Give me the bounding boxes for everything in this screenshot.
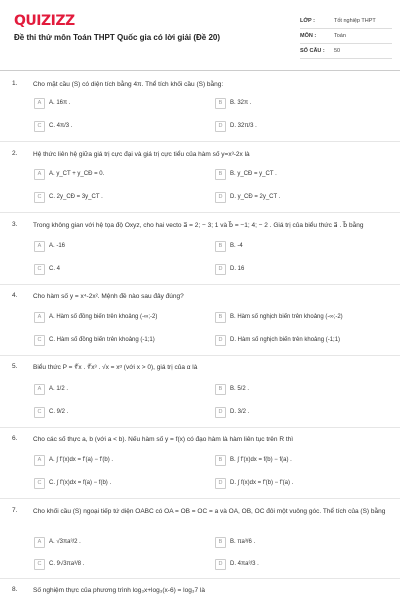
- option-d[interactable]: [215, 556, 259, 572]
- option-letter-box: A: [34, 384, 45, 395]
- question-stem: Biểu thức P = ∜x . ∜x³ . √x = xᵅ (với x > 0), giá trị của α là: [33, 364, 198, 371]
- option-b[interactable]: [215, 534, 255, 550]
- meta-label: LỚP :: [300, 18, 315, 24]
- option-b[interactable]: [215, 166, 277, 182]
- option-text: A. ∫ f'(x)dx = f'(a) − f'(b) .: [49, 457, 114, 463]
- option-text: A. √3πa³/2 .: [49, 539, 81, 545]
- option-text: C. Hàm số đồng biến trên khoảng (-1;1): [49, 337, 155, 343]
- meta-label: SỐ CÂU :: [300, 48, 325, 54]
- option-b[interactable]: [215, 381, 249, 397]
- meta-row-subject: [300, 29, 392, 44]
- document-title: Đề thi thử môn Toán THPT Quốc gia có lời giải (Đề 20): [14, 33, 221, 42]
- option-text: D. 4πa³/3 .: [230, 561, 259, 567]
- option-text: C. 4: [49, 266, 61, 272]
- option-text: A. Hàm số đồng biến trên khoảng (-∞;-2): [49, 314, 158, 320]
- option-letter-box: D: [215, 559, 226, 570]
- option-text: B. y_CĐ = y_CT .: [230, 171, 277, 177]
- header: [0, 0, 400, 68]
- option-letter-box: B: [215, 169, 226, 180]
- option-text: C. 4π/3 .: [49, 123, 73, 129]
- question-stem: Trong không gian với hệ tọa độ Oxyz, cho hai vecto a⃗ = 2; − 3; 1 và b⃗ = −1; 4; − 2 . Giá trị của biểu thức a⃗ . b⃗ bằng: [33, 222, 364, 229]
- option-b[interactable]: [215, 238, 243, 254]
- option-b[interactable]: [215, 452, 292, 468]
- option-letter-box: A: [34, 241, 45, 252]
- question-stem: Cho mặt cầu (S) có diện tích bằng 4π. Thể tích khối cầu (S) bằng:: [33, 81, 224, 88]
- option-letter-box: D: [215, 121, 226, 132]
- option-text: C. 9√3πa³/8 .: [49, 561, 85, 567]
- question-number: 6.: [12, 435, 18, 442]
- question-stem: Cho các số thực a, b (với a < b). Nếu hàm số y = f(x) có đạo hàm là hàm liên tục trên R thì: [33, 436, 294, 443]
- question-number: 5.: [12, 363, 18, 370]
- question-stem: Hệ thức liên hệ giữa giá trị cực đại và giá trị cực tiểu của hàm số y=x³-2x là: [33, 151, 250, 158]
- option-letter-box: C: [34, 264, 45, 275]
- option-text: A. y_CT + y_CĐ = 0.: [49, 171, 105, 177]
- option-letter-box: A: [34, 98, 45, 109]
- question-stem: Cho hàm số y = x⁴-2x². Mệnh đề nào sau đây đúng?: [33, 293, 184, 300]
- option-text: C. 9/2 .: [49, 409, 69, 415]
- question-separator: [0, 141, 400, 142]
- option-letter-box: D: [215, 264, 226, 275]
- option-c[interactable]: [34, 189, 103, 205]
- option-text: D. Hàm số nghịch biến trên khoảng (-1;1): [230, 337, 341, 343]
- option-text: B. 5/2 .: [230, 386, 250, 392]
- option-c[interactable]: [34, 556, 84, 572]
- option-text: A. -16: [49, 243, 66, 249]
- option-text: D. 16: [230, 266, 245, 272]
- option-c[interactable]: [34, 475, 111, 491]
- question-separator: [0, 578, 400, 579]
- question-number: 7.: [12, 507, 18, 514]
- option-letter-box: D: [215, 478, 226, 489]
- option-c[interactable]: [34, 261, 60, 277]
- option-letter-box: D: [215, 407, 226, 418]
- header-divider: [0, 70, 400, 71]
- option-c[interactable]: [34, 404, 68, 420]
- option-letter-box: B: [215, 241, 226, 252]
- option-d[interactable]: [215, 189, 280, 205]
- option-text: B. 32π .: [230, 100, 252, 106]
- option-letter-box: C: [34, 192, 45, 203]
- question-separator: [0, 427, 400, 428]
- option-d[interactable]: [215, 118, 257, 134]
- option-letter-box: C: [34, 335, 45, 346]
- option-text: A. 1/2 .: [49, 386, 69, 392]
- question-number: 4.: [12, 292, 18, 299]
- option-letter-box: B: [215, 312, 226, 323]
- option-a[interactable]: [34, 381, 68, 397]
- question-separator: [0, 355, 400, 356]
- option-letter-box: C: [34, 478, 45, 489]
- option-b[interactable]: [215, 309, 343, 325]
- meta-value: Toán: [334, 33, 346, 39]
- question-separator: [0, 212, 400, 213]
- option-letter-box: B: [215, 537, 226, 548]
- option-letter-box: A: [34, 537, 45, 548]
- option-letter-box: C: [34, 559, 45, 570]
- option-text: D. y_CĐ = 2y_CT .: [230, 194, 281, 200]
- option-letter-box: D: [215, 335, 226, 346]
- option-text: C. ∫ f'(x)dx = f(a) − f(b) .: [49, 480, 112, 486]
- question-number: 8.: [12, 586, 18, 593]
- option-c[interactable]: [34, 118, 72, 134]
- option-b[interactable]: [215, 95, 251, 111]
- option-letter-box: C: [34, 121, 45, 132]
- option-d[interactable]: [215, 332, 340, 348]
- option-d[interactable]: [215, 404, 249, 420]
- option-a[interactable]: [34, 95, 70, 111]
- option-text: A. 16π .: [49, 100, 71, 106]
- option-text: D. 32π/3 .: [230, 123, 257, 129]
- option-text: C. 2y_CĐ = 3y_CT .: [49, 194, 103, 200]
- option-c[interactable]: [34, 332, 155, 348]
- option-letter-box: B: [215, 384, 226, 395]
- option-text: B. Hàm số nghịch biến trên khoảng (-∞;-2): [230, 314, 343, 320]
- meta-value: 50: [334, 48, 341, 54]
- option-letter-box: B: [215, 455, 226, 466]
- meta-label: MÔN :: [300, 33, 317, 39]
- option-text: B. πa³/6 .: [230, 539, 256, 545]
- option-letter-box: A: [34, 455, 45, 466]
- question-separator: [0, 284, 400, 285]
- option-a[interactable]: [34, 238, 65, 254]
- question-number: 1.: [12, 80, 18, 87]
- meta-row-class: [300, 14, 392, 29]
- option-text: D. 3/2 .: [230, 409, 250, 415]
- question-separator: [0, 498, 400, 499]
- option-letter-box: C: [34, 407, 45, 418]
- option-letter-box: A: [34, 312, 45, 323]
- meta-row-count: [300, 44, 392, 59]
- question-stem: Cho khối cầu (S) ngoại tiếp tứ diện OABC có OA = OB = OC = a và OA, OB, OC đôi một vuông góc. Thể tích của (S) bằng: [33, 508, 386, 515]
- meta-table: [300, 14, 392, 59]
- question-stem: Số nghiệm thực của phương trình log₃x+log₃(x-6) = log₃7 là: [33, 587, 205, 594]
- option-a[interactable]: [34, 166, 104, 182]
- option-a[interactable]: [34, 309, 157, 325]
- meta-value: Tốt nghiệp THPT: [334, 18, 376, 24]
- option-text: D. ∫ f(x)dx = f'(b) − f'(a) .: [230, 480, 294, 486]
- option-a[interactable]: [34, 534, 81, 550]
- option-a[interactable]: [34, 452, 113, 468]
- option-letter-box: A: [34, 169, 45, 180]
- option-letter-box: B: [215, 98, 226, 109]
- option-letter-box: D: [215, 192, 226, 203]
- question-number: 3.: [12, 221, 18, 228]
- option-d[interactable]: [215, 261, 244, 277]
- question-number: 2.: [12, 150, 18, 157]
- option-text: B. -4: [230, 243, 243, 249]
- option-text: B. ∫ f'(x)dx = f(b) − f(a) .: [230, 457, 292, 463]
- quizizz-logo: QUIZIZZ: [14, 13, 75, 29]
- option-d[interactable]: [215, 475, 293, 491]
